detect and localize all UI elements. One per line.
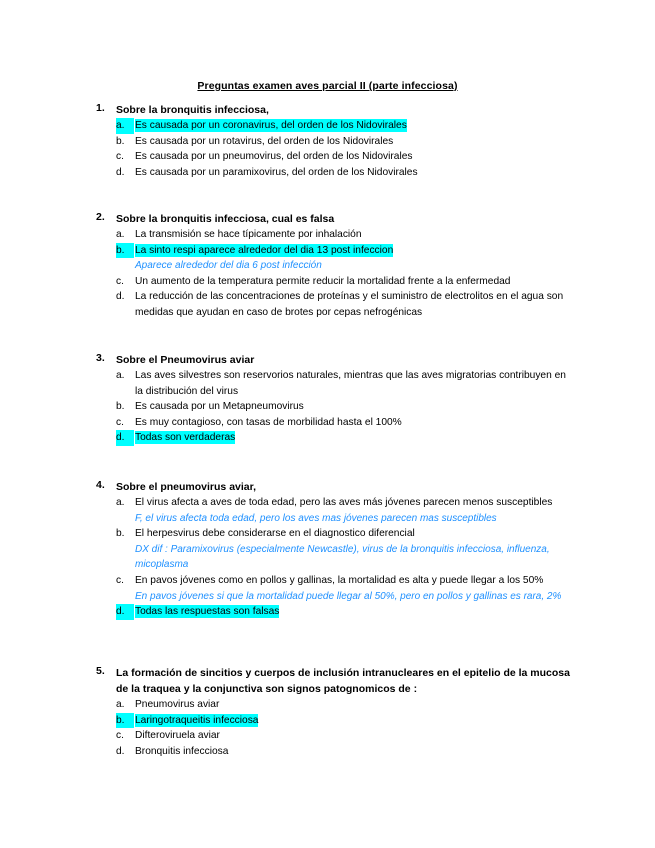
question-number: 5. (96, 665, 105, 677)
option-letter: c. (116, 275, 124, 287)
option-text: Bronquitis infecciosa (135, 745, 229, 757)
question-text: Sobre la bronquitis infecciosa, (116, 104, 269, 116)
option-text: Es causada por un rotavirus, del orden de los Nidovirales (135, 135, 394, 147)
option-letter: b. (116, 135, 125, 147)
option-letter: d. (116, 745, 125, 757)
option-letter: d. (116, 291, 125, 303)
option-text (135, 243, 576, 259)
option-text: Difteroviruela aviar (135, 730, 220, 742)
option-text: Un aumento de la temperatura permite reducir la mortalidad frente a la enfermedad (135, 275, 511, 287)
option-c (116, 573, 576, 589)
question-text: Sobre la bronquitis infecciosa, cual es falsa (116, 213, 335, 225)
question-number: 2. (96, 211, 105, 223)
option-a (116, 697, 576, 713)
option-letter: a. (116, 699, 125, 710)
option-letter: b. (116, 713, 134, 729)
highlighted-answer: Todas son verdaderas (135, 432, 236, 444)
question-2 (96, 211, 576, 321)
option-letter: c. (116, 416, 124, 428)
option-c (116, 415, 576, 431)
option-letter: b. (116, 528, 125, 540)
option-d (116, 744, 576, 760)
highlighted-answer: Es causada por un coronavirus, del orden de los Nidovirales (135, 120, 407, 131)
option-d (116, 430, 576, 446)
question-number: 1. (96, 102, 105, 114)
option-b (116, 713, 576, 729)
option-letter: c. (116, 151, 124, 163)
option-list (96, 227, 576, 321)
option-text: El herpesvirus debe considerarse en el diagnostico diferencial (135, 528, 415, 540)
option-text: En pavos jóvenes como en pollos y gallinas, la mortalidad es alta y puede llegar a los 50% (135, 574, 544, 586)
option-letter: d. (116, 430, 134, 446)
option-a (116, 495, 576, 511)
option-letter: a. (116, 229, 125, 240)
option-text: Es causada por un pneumovirus, del orden de los Nidovirales (135, 151, 413, 163)
option-d (116, 604, 576, 620)
option-c (116, 728, 576, 744)
option-text (135, 713, 576, 729)
answer-note: F, el virus afecta toda edad, pero los aves mas jóvenes parecen mas susceptibles (135, 512, 497, 524)
option-text: Es causada por un paramixovirus, del orden de los Nidovirales (135, 166, 418, 178)
option-letter: d. (116, 604, 134, 620)
option-text: La transmisión se hace típicamente por inhalación (135, 229, 362, 240)
option-letter: a. (116, 497, 125, 508)
option-c (116, 274, 576, 290)
option-b (116, 243, 576, 259)
option-letter: a. (116, 118, 134, 134)
option-letter: c. (116, 574, 124, 586)
option-text: Las aves silvestres son reservorios naturales, mientras que las aves migratorias contribuyen en la distribución del virus (135, 370, 566, 397)
option-d (116, 289, 576, 320)
option-text (135, 430, 576, 446)
option-text: Pneumovirus aviar (135, 699, 220, 710)
option-letter: b. (116, 243, 134, 259)
option-text (135, 118, 576, 134)
question-1 (96, 102, 576, 180)
highlighted-answer: Laringotraqueitis infecciosa (135, 714, 259, 726)
answer-note: Aparece alrededor del dia 6 post infección (135, 260, 322, 272)
option-text: La reducción de las concentraciones de proteínas y el suministro de electrolitos en el agua son medidas que ayudan en caso de brotes por cepas nefrogénicas (135, 291, 564, 318)
option-list (96, 697, 576, 759)
question-5 (96, 665, 576, 759)
option-b (116, 526, 576, 542)
option-list (96, 368, 576, 446)
option-text: Es causada por un Metapneumovirus (135, 401, 304, 413)
option-letter: c. (116, 730, 124, 742)
option-a (116, 118, 576, 134)
question-text: La formación de sincitios y cuerpos de inclusión intranucleares en el epitelio de la mucosa de la traquea y la conjunctiva son signos patognomicos de : (116, 667, 570, 695)
option-d (116, 165, 576, 181)
option-b (116, 399, 576, 415)
page-title: Preguntas examen aves parcial II (parte infecciosa) (197, 80, 458, 92)
question-text: Sobre el Pneumovirus aviar (116, 354, 255, 366)
question-text: Sobre el pneumovirus aviar, (116, 481, 257, 493)
question-number: 3. (96, 352, 105, 364)
option-text: Es muy contagioso, con tasas de morbilidad hasta el 100% (135, 416, 402, 428)
option-a (116, 227, 576, 243)
highlighted-answer: Todas las respuestas son falsas (135, 606, 280, 618)
highlighted-answer: La sinto respi aparece alrededor del dia 13 post infeccion (135, 244, 394, 256)
option-b (116, 134, 576, 150)
option-letter: d. (116, 166, 125, 178)
question-3 (96, 352, 576, 446)
option-letter: b. (116, 401, 125, 413)
option-text (135, 604, 576, 620)
option-a (116, 368, 576, 399)
option-list (96, 118, 576, 180)
question-number: 4. (96, 479, 105, 491)
option-c (116, 149, 576, 165)
answer-note: En pavos jóvenes si que la mortalidad puede llegar al 50%, pero en pollos y gallinas es rara, 2% (135, 590, 562, 602)
option-text: El virus afecta a aves de toda edad, pero las aves más jóvenes parecen menos susceptibles (135, 497, 553, 508)
answer-note: DX dif : Paramixovirus (especialmente Newcastle), virus de la bronquitis infecciosa, influenza, micoplasma (135, 543, 550, 571)
option-list (96, 495, 576, 620)
option-letter: a. (116, 370, 125, 381)
question-4 (96, 479, 576, 620)
